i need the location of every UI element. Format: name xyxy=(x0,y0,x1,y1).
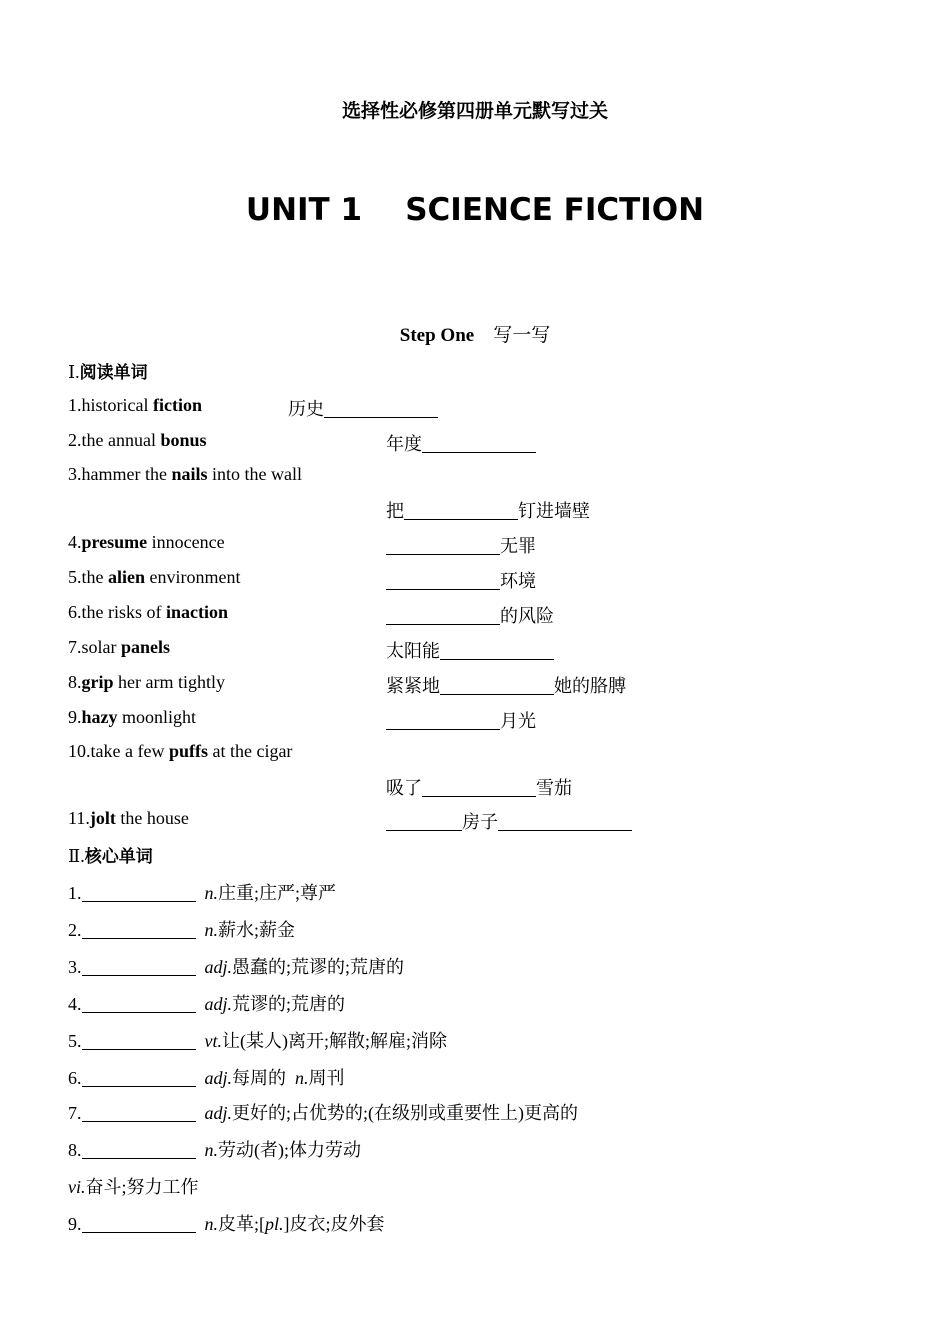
core-item-8-verb: vi.奋斗;努力工作 xyxy=(68,1177,199,1197)
answer-blank[interactable] xyxy=(82,957,196,976)
section-heading-reading-words xyxy=(68,358,148,383)
reading-item-3-cn: 把 钉进墙壁 xyxy=(386,501,590,521)
reading-item-6-cn: 的风险 xyxy=(386,602,554,628)
core-item-6: 6. adj.每周的 n.周刊 xyxy=(68,1068,345,1088)
answer-blank[interactable] xyxy=(82,920,196,939)
reading-item-10-cn: 吸了 雪茄 xyxy=(386,778,572,798)
reading-item-4: 4.presume innocence xyxy=(68,532,225,552)
core-item-5: 5. vt.让(某人)离开;解散;解雇;消除 xyxy=(68,1031,447,1051)
answer-blank[interactable] xyxy=(404,501,518,520)
core-item-1: 1. n.庄重;庄严;尊严 xyxy=(68,883,337,903)
answer-blank[interactable] xyxy=(324,399,438,418)
step-label: Step One xyxy=(399,325,475,346)
answer-blank[interactable] xyxy=(82,994,196,1013)
answer-blank[interactable] xyxy=(82,1068,196,1087)
core-item-9: 9. n.皮革;[pl.]皮衣;皮外套 xyxy=(68,1214,385,1234)
answer-blank[interactable] xyxy=(82,1140,196,1159)
core-item-3: 3. adj.愚蠢的;荒谬的;荒唐的 xyxy=(68,957,405,977)
reading-item-6: 6.the risks of inaction xyxy=(68,602,229,622)
reading-item-9: 9.hazy moonlight xyxy=(68,707,197,727)
core-item-4: 4. adj.荒谬的;荒唐的 xyxy=(68,994,346,1014)
answer-blank[interactable] xyxy=(386,536,500,555)
reading-item-11-cn: 房子 xyxy=(386,808,632,834)
core-item-7: 7. adj.更好的;占优势的;(在级别或重要性上)更高的 xyxy=(68,1103,579,1123)
reading-item-10: 10.take a few puffs at the cigar xyxy=(68,741,293,761)
answer-blank[interactable] xyxy=(440,676,554,695)
answer-blank[interactable] xyxy=(440,641,554,660)
answer-blank[interactable] xyxy=(82,1214,196,1233)
reading-item-11: 11.jolt the house xyxy=(68,808,189,828)
reading-item-3: 3.hammer the nails into the wall xyxy=(68,464,302,484)
step-heading xyxy=(0,320,950,347)
unit-title: UNIT 1 SCIENCE FICTION xyxy=(245,192,705,228)
section-title: 核心单词 xyxy=(84,847,153,867)
reading-item-1: 1.historical fiction xyxy=(68,395,202,415)
reading-item-7-cn: 太阳能 xyxy=(386,637,554,663)
reading-item-2-cn: 年度 xyxy=(386,430,536,456)
section-numeral: Ⅰ. xyxy=(68,362,80,382)
reading-item-5: 5.the alien environment xyxy=(68,567,241,587)
answer-blank[interactable] xyxy=(422,434,536,453)
core-item-8: 8. n.劳动(者);体力劳动 xyxy=(68,1140,361,1160)
reading-item-9-cn: 月光 xyxy=(386,707,536,733)
answer-blank[interactable] xyxy=(82,1103,196,1122)
reading-item-2: 2.the annual bonus xyxy=(68,430,207,450)
page-header: 选择性必修第四册单元默写过关 xyxy=(341,100,608,122)
reading-item-7: 7.solar panels xyxy=(68,637,171,657)
reading-item-4-cn: 无罪 xyxy=(386,532,536,558)
answer-blank[interactable] xyxy=(386,711,500,730)
answer-blank[interactable] xyxy=(82,1031,196,1050)
answer-blank[interactable] xyxy=(386,606,500,625)
answer-blank[interactable] xyxy=(386,571,500,590)
core-item-2: 2. n.薪水;薪金 xyxy=(68,920,296,940)
answer-blank[interactable] xyxy=(386,812,462,831)
reading-item-8-cn: 紧紧地 她的胳膊 xyxy=(386,676,626,696)
reading-item-8: 8.grip her arm tightly xyxy=(68,672,225,692)
section-title: 阅读单词 xyxy=(79,363,148,383)
answer-blank[interactable] xyxy=(82,883,196,902)
answer-blank[interactable] xyxy=(422,778,536,797)
reading-item-1-cn: 历史 xyxy=(288,395,438,421)
section-numeral: Ⅱ. xyxy=(68,846,85,866)
answer-blank[interactable] xyxy=(498,812,632,831)
reading-item-5-cn: 环境 xyxy=(386,567,536,593)
step-label-cn: 写一写 xyxy=(493,325,551,346)
section-heading-core-words xyxy=(68,842,153,867)
